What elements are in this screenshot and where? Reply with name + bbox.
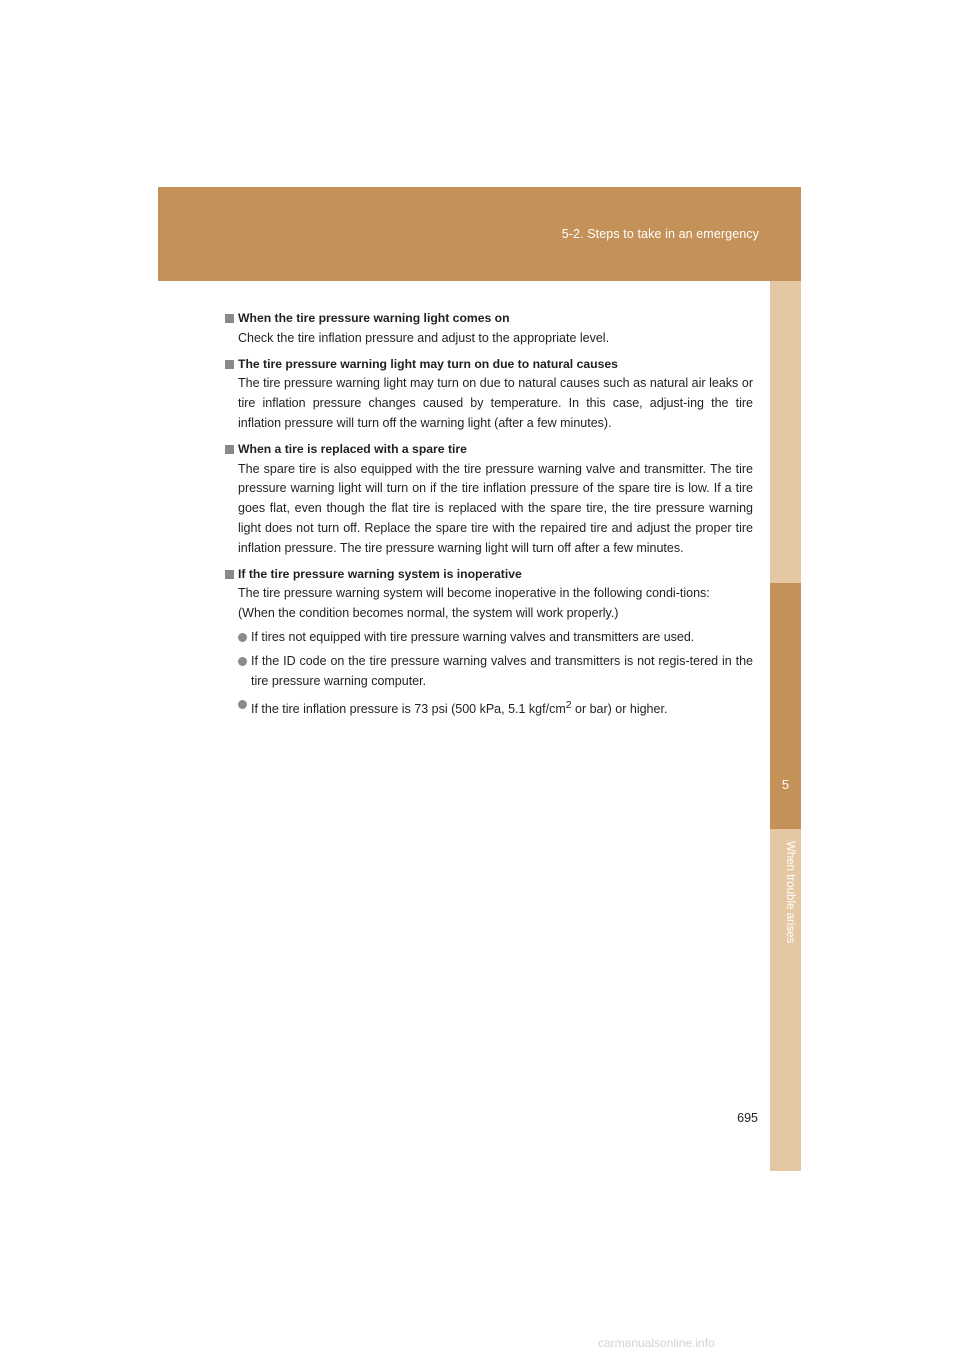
chapter-label: When trouble arises xyxy=(784,841,796,944)
section-heading xyxy=(224,565,753,585)
chapter-number: 5 xyxy=(781,777,790,792)
list-item-text: If the ID code on the tire pressure warning valves and transmitters is not regis-tered in the tire pressure warning computer. xyxy=(251,653,753,688)
round-bullet-icon xyxy=(238,657,247,666)
section-system-inoperative xyxy=(224,565,753,720)
section-body: The tire pressure warning system will become inoperative in the following condi-tions: (When the condition becomes normal, the system will work properly.) xyxy=(238,586,710,621)
heading-text: If the tire pressure warning system is inoperative xyxy=(238,566,522,581)
heading-text: The tire pressure warning light may turn on due to natural causes xyxy=(238,356,618,371)
section-body: Check the tire inflation pressure and adjust to the appropriate level. xyxy=(238,330,610,345)
condition-list xyxy=(224,628,753,719)
header-band xyxy=(158,187,801,281)
list-item-text: If tires not equipped with tire pressure warning valves and transmitters are used. xyxy=(251,629,695,644)
section-heading xyxy=(224,355,753,375)
section-spare-tire xyxy=(224,440,753,559)
round-bullet-icon xyxy=(238,700,247,709)
round-bullet-icon xyxy=(238,633,247,642)
section-body: The tire pressure warning light may turn on due to natural causes such as natural air leaks or tire inflation pressure changes caused by temperature. In this case, adjust-ing the tire inflation pressure will turn off the warning light (after a few minutes). xyxy=(238,376,753,430)
page-number: 695 xyxy=(737,1111,758,1125)
heading-text: When a tire is replaced with a spare tire xyxy=(238,441,467,456)
section-warning-light-on xyxy=(224,309,753,349)
list-item xyxy=(238,628,753,648)
list-item-text xyxy=(251,699,668,716)
section-heading xyxy=(224,440,753,460)
superscript: 2 xyxy=(565,699,572,711)
heading-text: When the tire pressure warning light comes on xyxy=(238,311,510,325)
watermark: carmanualsonline.info xyxy=(598,1336,715,1350)
square-bullet-icon xyxy=(225,445,234,454)
square-bullet-icon xyxy=(225,570,234,579)
section-title: 5-2. Steps to take in an emergency xyxy=(561,227,759,241)
list-item xyxy=(238,652,753,692)
section-heading xyxy=(224,309,753,329)
chapter-tab xyxy=(770,583,801,829)
section-body: The spare tire is also equipped with the tire pressure warning valve and transmitter. The tire pressure warning light will turn on if the tire inflation pressure of the spare tire is low. If a tire goes flat, even though the flat tire is replaced with the spare tire, the tire pressure warning light does not turn off. Replace the spare tire with the repaired tire and adjust the proper tire inflation pressure. The tire pressure warning light will turn off after a few minutes. xyxy=(238,461,753,555)
page-content xyxy=(224,309,753,725)
list-item xyxy=(238,695,753,719)
section-natural-causes xyxy=(224,355,753,434)
text-before-superscript: If the tire inflation pressure is 73 psi (500 kPa, 5.1 kgf/cm xyxy=(251,701,566,716)
square-bullet-icon xyxy=(225,314,234,323)
square-bullet-icon xyxy=(225,360,234,369)
text-after-superscript: or bar) or higher. xyxy=(571,701,668,716)
